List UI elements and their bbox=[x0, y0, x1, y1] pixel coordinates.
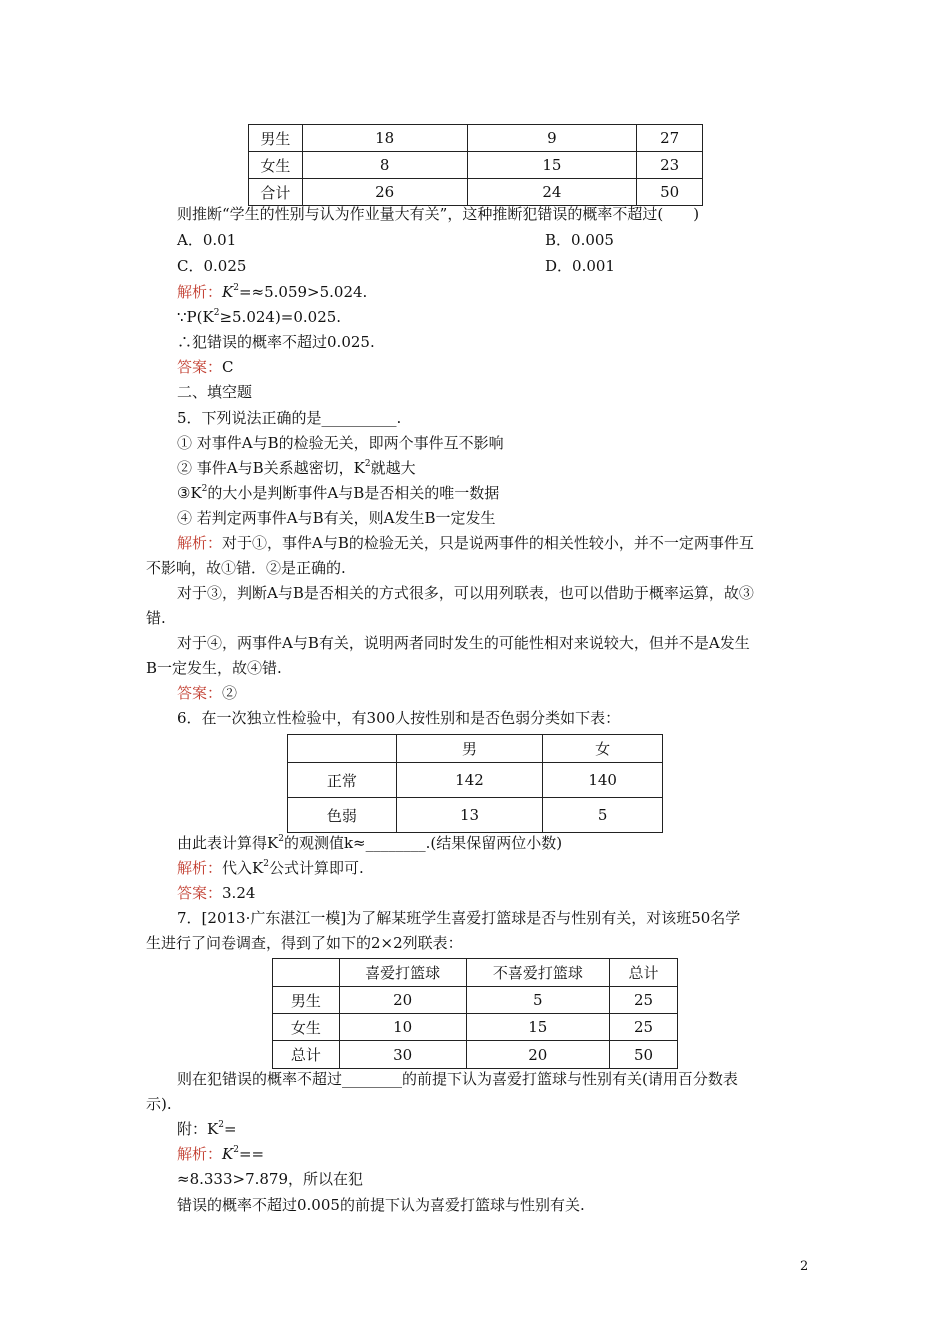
q4-analysis-line: ∴犯错误的概率不超过0.025. bbox=[177, 333, 375, 351]
table-cell: 26 bbox=[302, 179, 467, 206]
q6-answer: 答案：3.24 bbox=[177, 884, 256, 902]
q5-analysis-line: 对于④，两事件A与B有关，说明两者同时发生的可能性相对来说较大，但并不是A发生 bbox=[177, 634, 750, 652]
table-cell: 总计 bbox=[610, 959, 678, 987]
q4-stem: 则推断“学生的性别与认为作业量大有关”，这种推断犯错误的概率不超过( ) bbox=[177, 205, 700, 223]
table-cell: 9 bbox=[467, 125, 637, 152]
table-cell: 女 bbox=[543, 735, 663, 763]
section-heading: 二、填空题 bbox=[177, 383, 253, 401]
q5-analysis-line: 解析：对于①，事件A与B的检验无关，只是说两事件的相关性较小，并不一定两事件互 bbox=[177, 534, 754, 552]
table-cell: 8 bbox=[302, 152, 467, 179]
q5-analysis-line: 不影响，故①错．②是正确的. bbox=[146, 559, 346, 577]
q6-analysis: 解析：代入$K^2$公式计算即可. bbox=[177, 859, 364, 877]
table-cell: 50 bbox=[637, 179, 703, 206]
q7-fill: 示). bbox=[146, 1095, 172, 1113]
table-cell: 喜爱打篮球 bbox=[339, 959, 466, 987]
analysis-label: 解析： bbox=[177, 534, 223, 552]
table-cell: 25 bbox=[610, 987, 678, 1014]
q7-stem: 生进行了问卷调查，得到了如下的2×2列联表： bbox=[146, 934, 463, 952]
table-cell: 30 bbox=[339, 1041, 466, 1069]
table-cell: 142 bbox=[396, 763, 543, 798]
table-cell: 合计 bbox=[249, 179, 303, 206]
table-cell: 18 bbox=[302, 125, 467, 152]
q4-option-c: C．0.025 bbox=[177, 257, 247, 275]
q5-option: ④ 若判定两事件A与B有关，则A发生B一定发生 bbox=[177, 509, 496, 527]
q5-option: ① 对事件A与B的检验无关，即两个事件互不影响 bbox=[177, 434, 504, 452]
q5-analysis-line: 错. bbox=[146, 609, 166, 627]
analysis-label: 解析： bbox=[177, 859, 223, 877]
q7-stem: 7．[2013·广东湛江一模]为了解某班学生喜爱打篮球是否与性别有关，对该班50名学 bbox=[177, 909, 741, 927]
q5-option: $③K^2$的大小是判断事件A与B是否相关的唯一数据 bbox=[177, 484, 500, 502]
table-cell: 5 bbox=[543, 798, 663, 833]
top-table bbox=[248, 124, 703, 206]
table-cell: 总计 bbox=[273, 1041, 340, 1069]
answer-label: 答案： bbox=[177, 884, 223, 902]
q6-stem: 6．在一次独立性检验中，有300人按性别和是否色弱分类如下表： bbox=[177, 709, 621, 727]
table-cell: 15 bbox=[467, 152, 637, 179]
table-cell: 5 bbox=[466, 987, 610, 1014]
q4-analysis-line: 解析：$K^2=\approx 5.059>5.024$. bbox=[177, 283, 368, 301]
table-cell: 色弱 bbox=[288, 798, 397, 833]
q4-option-a: A．0.01 bbox=[177, 231, 237, 249]
table-cell: 24 bbox=[467, 179, 637, 206]
q4-analysis-line: $\because P(K^2\ge 5.024)=0.025$. bbox=[177, 308, 342, 326]
q7-analysis-line: ≈8.333>7.879，所以在犯 bbox=[177, 1170, 364, 1188]
table-cell: 27 bbox=[637, 125, 703, 152]
table-cell: 正常 bbox=[288, 763, 397, 798]
page-number: 2 bbox=[800, 1259, 809, 1274]
table-cell bbox=[288, 735, 397, 763]
q6-calc: 由此表计算得$K^2$的观测值k≈________.(结果保留两位小数) bbox=[177, 834, 563, 852]
q7-analysis-line: 错误的概率不超过0.005的前提下认为喜爱打篮球与性别有关. bbox=[177, 1196, 585, 1214]
table-cell: 50 bbox=[610, 1041, 678, 1069]
analysis-label: 解析： bbox=[177, 1145, 223, 1163]
q4-answer: 答案：C bbox=[177, 358, 234, 376]
q4-option-d: D．0.001 bbox=[545, 257, 615, 275]
answer-label: 答案： bbox=[177, 358, 223, 376]
analysis-label: 解析： bbox=[177, 283, 223, 301]
q5-analysis-line: 对于③，判断A与B是否相关的方式很多，可以用列联表，也可以借助于概率运算，故③ bbox=[177, 584, 754, 602]
table-cell: 23 bbox=[637, 152, 703, 179]
table-cell: 男生 bbox=[249, 125, 303, 152]
q5-stem: 5．下列说法正确的是__________. bbox=[177, 409, 402, 427]
table-cell: 10 bbox=[339, 1014, 466, 1041]
q5-option: ② 事件A与B关系越密切，$K^2$就越大 bbox=[177, 459, 416, 477]
table-cell: 25 bbox=[610, 1014, 678, 1041]
q7-appendix: 附：$K^2=$ bbox=[177, 1120, 237, 1138]
table-cell: 不喜爱打篮球 bbox=[466, 959, 610, 987]
table-cell: 女生 bbox=[273, 1014, 340, 1041]
table-cell: 15 bbox=[466, 1014, 610, 1041]
table-cell: 男生 bbox=[273, 987, 340, 1014]
q5-analysis-line: B一定发生，故④错. bbox=[146, 659, 282, 677]
table-cell: 13 bbox=[396, 798, 543, 833]
answer-label: 答案： bbox=[177, 684, 223, 702]
q7-analysis-line: 解析：$K^2==$ bbox=[177, 1145, 265, 1163]
table-cell bbox=[273, 959, 340, 987]
q7-fill: 则在犯错误的概率不超过________的前提下认为喜爱打篮球与性别有关(请用百分数表 bbox=[177, 1070, 738, 1088]
table-cell: 男 bbox=[396, 735, 543, 763]
q4-option-b: B．0.005 bbox=[545, 231, 614, 249]
table-cell: 女生 bbox=[249, 152, 303, 179]
table-cell: 20 bbox=[466, 1041, 610, 1069]
q5-answer: 答案：② bbox=[177, 684, 238, 702]
q6-table bbox=[287, 734, 663, 833]
table-cell: 20 bbox=[339, 987, 466, 1014]
q7-table bbox=[272, 958, 678, 1069]
table-cell: 140 bbox=[543, 763, 663, 798]
